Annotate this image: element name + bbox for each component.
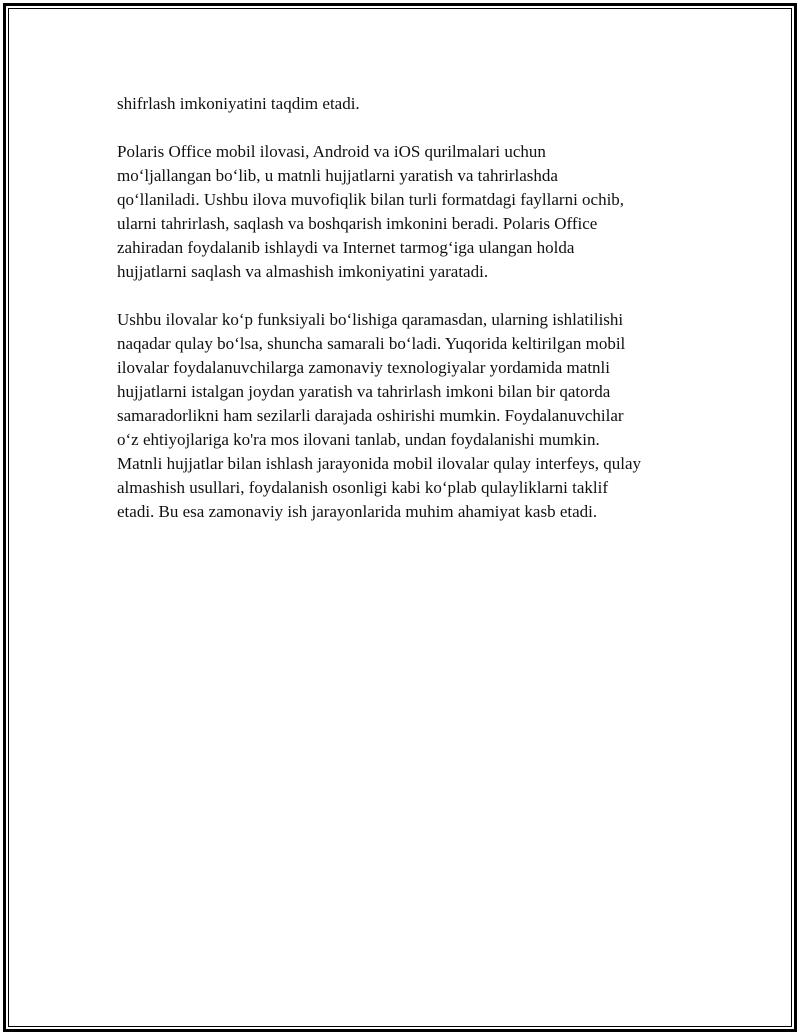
paragraph-3: [117, 308, 697, 524]
paragraph-1: [117, 92, 697, 116]
text-line: hujjatlarni saqlash va almashish imkoniyatini yaratadi.: [117, 262, 489, 281]
text-line: samaradorlikni ham sezilarli darajada oshirishi mumkin. Foydalanuvchilar: [117, 406, 624, 425]
text-line: Polaris Office mobil ilovasi, Android va iOS qurilmalari uchun: [117, 142, 546, 161]
text-line: naqadar qulay bo‘lsa, shuncha samarali bo‘ladi. Yuqorida keltirilgan mobil: [117, 334, 626, 353]
text-line: Matnli hujjatlar bilan ishlash jarayonida mobil ilovalar qulay interfeys, qulay: [117, 454, 642, 473]
text-line: etadi. Bu esa zamonaviy ish jarayonlarida muhim ahamiyat kasb etadi.: [117, 502, 598, 521]
text-line: ularni tahrirlash, saqlash va boshqarish imkonini beradi. Polaris Office: [117, 214, 598, 233]
text-line: zahiradan foydalanib ishlaydi va Internet tarmog‘iga ulangan holda: [117, 238, 575, 257]
paragraph-2: [117, 140, 697, 284]
text-line: qo‘llaniladi. Ushbu ilova muvofiqlik bilan turli formatdagi fayllarni ochib,: [117, 190, 625, 209]
text-line: almashish usullari, foydalanish osonligi kabi ko‘plab qulayliklarni taklif: [117, 478, 609, 497]
text-line: o‘z ehtiyojlariga ko'ra mos ilovani tanlab, undan foydalanishi mumkin.: [117, 430, 600, 449]
text-line: Ushbu ilovalar ko‘p funksiyali bo‘lishiga qaramasdan, ularning ishlatilishi: [117, 310, 624, 329]
text-line: shifrlash imkoniyatini taqdim etadi.: [117, 94, 360, 113]
document-body: [117, 92, 697, 548]
text-line: ilovalar foydalanuvchilarga zamonaviy texnologiyalar yordamida matnli: [117, 358, 610, 377]
text-line: mo‘ljallangan bo‘lib, u matnli hujjatlarni yaratish va tahrirlashda: [117, 166, 558, 185]
text-line: hujjatlarni istalgan joydan yaratish va tahrirlash imkoni bilan bir qatorda: [117, 382, 611, 401]
